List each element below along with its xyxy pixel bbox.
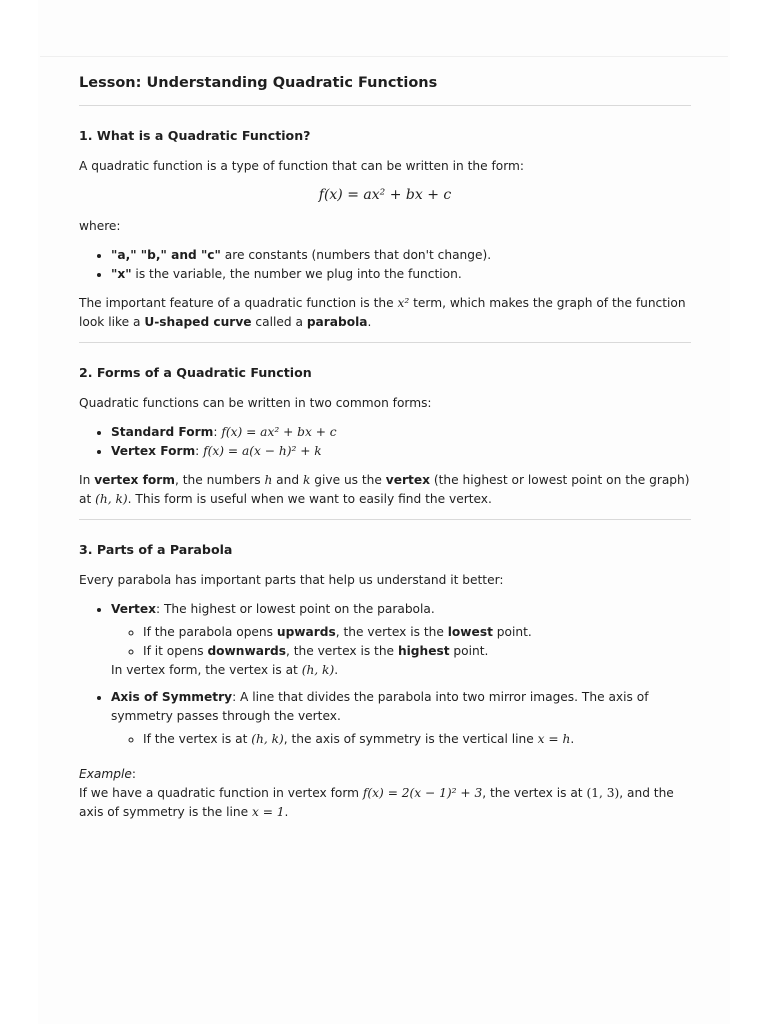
- list-item-vertex: • Vertex: The highest or lowest point on the parabola. ◦ If the parabola opens upwards, the vertex is the lowest point. ◦ If it opens downwards, the vertex is the highest point. In vertex form, the vertex is at (h, k).: [111, 600, 691, 680]
- list-item: • Standard Form: f(x) = ax² + bx + c: [111, 423, 691, 442]
- section-2-intro: Quadratic functions can be written in two common forms:: [79, 396, 432, 410]
- where-label: where:: [79, 219, 121, 233]
- example-paragraph: If we have a quadratic function in vertex form f(x) = 2(x − 1)² + 3, the vertex is at (1, 3), and the axis of symmetry is the line x = 1.: [79, 786, 674, 819]
- section-1-heading: 1. What is a Quadratic Function?: [79, 128, 311, 143]
- lesson-title: Lesson: Understanding Quadratic Functions: [79, 75, 438, 91]
- parts-list: [79, 600, 691, 749]
- list-item: ◦ If the vertex is at (h, k), the axis of symmetry is the vertical line x = h.: [143, 730, 691, 749]
- section-2-paragraph: In vertex form, the numbers h and k give us the vertex (the highest or lowest point on the graph) at (h, k). This form is useful when we want to easily find the vertex.: [79, 473, 690, 506]
- list-item: ◦ If the parabola opens upwards, the vertex is the lowest point.: [143, 623, 691, 642]
- general-formula: f(x) = ax² + bx + c: [318, 187, 452, 203]
- list-item: • Vertex Form: f(x) = a(x − h)² + k: [111, 442, 691, 461]
- section-3-intro: Every parabola has important parts that help us understand it better:: [79, 573, 504, 587]
- section-divider: [79, 342, 691, 343]
- forms-list: [79, 423, 691, 461]
- list-item: ◦ If it opens downwards, the vertex is the highest point.: [143, 642, 691, 661]
- top-divider: [40, 56, 728, 57]
- list-item: • "a," "b," and "c" are constants (numbers that don't change).: [111, 246, 691, 265]
- section-3-heading: 3. Parts of a Parabola: [79, 542, 233, 557]
- section-1-paragraph: The important feature of a quadratic function is the x² term, which makes the graph of the function look like a U-shaped curve called a parabola.: [79, 296, 686, 329]
- vertex-note: In vertex form, the vertex is at (h, k).: [111, 663, 339, 677]
- title-divider: [79, 105, 691, 106]
- lesson-content: [79, 60, 691, 832]
- list-item: • "x" is the variable, the number we plug into the function.: [111, 265, 691, 284]
- section-2-heading: 2. Forms of a Quadratic Function: [79, 365, 312, 380]
- section-divider: [79, 519, 691, 520]
- vertex-sublist: [111, 623, 691, 661]
- constants-list: [79, 246, 691, 284]
- section-1-intro: A quadratic function is a type of function that can be written in the form:: [79, 159, 524, 173]
- example-label: Example:: [79, 767, 136, 781]
- axis-sublist: [111, 730, 691, 749]
- list-item-axis: • Axis of Symmetry: A line that divides the parabola into two mirror images. The axis of symmetry passes through the vertex. ◦ If the vertex is at (h, k), the axis of symmetry is the vertical line x = h.: [111, 688, 691, 749]
